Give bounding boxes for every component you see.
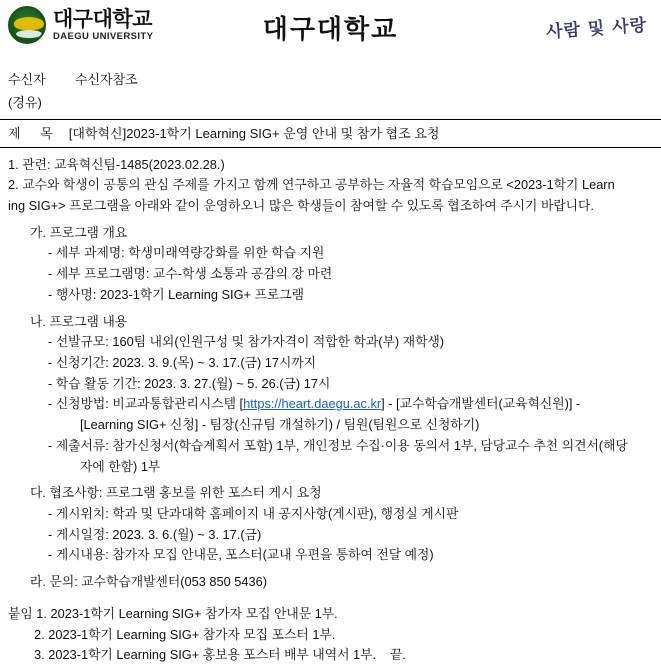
apply-method-suffix: ] - [교수학습개발센터(교육혁신원)] - — [381, 396, 580, 411]
section-b-item-5-cont: 자에 한함) 1부 — [8, 457, 653, 478]
recipient-label: 수신자 — [8, 72, 46, 87]
attachment-line-3 — [8, 645, 653, 666]
section-a-heading: 가. 프로그램 개요 — [8, 223, 653, 244]
via-row: (경유) — [8, 92, 653, 115]
attachment-line-3-text: 3. 2023-1학기 Learning SIG+ 홍보용 포스터 배부 내역서 1부. — [34, 647, 376, 662]
section-a-item-1: - 세부 과제명: 학생미래역량강화를 위한 학습 지원 — [8, 243, 653, 264]
logo-name-english: DAEGU UNIVERSITY — [53, 31, 153, 42]
document-header — [0, 0, 661, 55]
section-b-item-4-cont: [Learning SIG+ 신청] - 팀장(신규팀 개설하기) / 팀원(팀원으로 신청하기) — [8, 415, 653, 436]
body-line-intro-1: 2. 교수와 학생이 공통의 관심 주제를 가지고 함께 연구하고 공부하는 자율적 학습모임으로 <2023-1학기 Learn — [8, 175, 653, 196]
body-line-intro-2: ing SIG+> 프로그램을 아래와 같이 운영하오니 많은 학생들이 참여할 수 있도록 협조하여 주시기 바랍니다. — [8, 196, 653, 217]
attachment-line-2: 2. 2023-1학기 Learning SIG+ 참가자 모집 포스터 1부. — [8, 625, 653, 646]
section-c-item-3: - 게시내용: 참가자 모집 안내문, 포스터(교내 우편을 통하여 전달 예정) — [8, 545, 653, 566]
subject-value: [대학혁신]2023-1학기 Learning SIG+ 운영 안내 및 참가 협조 요청 — [69, 126, 440, 141]
section-b-item-5: - 제출서류: 참가신청서(학습계획서 포함) 1부, 개인정보 수집·이용 동의서 1부, 담당교수 추천 의견서(해당 — [8, 436, 653, 457]
slogan-calligraphy: 사람 및 사랑 — [545, 11, 647, 43]
apply-method-prefix: - 신청방법: 비교과통합관리시스템 [ — [48, 396, 243, 411]
document-meta — [0, 69, 661, 115]
section-b-item-2: - 신청기간: 2023. 3. 9.(목) ~ 3. 17.(금) 17시까지 — [8, 353, 653, 374]
spacer — [8, 593, 653, 604]
section-c-heading: 다. 협조사항: 프로그램 홍보를 위한 포스터 게시 요청 — [8, 483, 653, 504]
section-c-item-1: - 게시위치: 학과 및 단과대학 홈페이지 내 공지사항(게시판), 행정실 게시판 — [8, 504, 653, 525]
recipient-value: 수신자참조 — [75, 72, 138, 87]
section-b-item-4 — [8, 394, 653, 415]
section-a-item-3: - 행사명: 2023-1학기 Learning SIG+ 프로그램 — [8, 285, 653, 306]
recipient-row — [8, 69, 653, 92]
heart-system-link[interactable]: https://heart.daegu.ac.kr — [243, 396, 381, 411]
section-c-item-2: - 게시일정: 2023. 3. 6.(월) ~ 3. 17.(금) — [8, 525, 653, 546]
section-a-item-2: - 세부 프로그램명: 교수-학생 소통과 공감의 장 마련 — [8, 264, 653, 285]
document-end-mark: 끝. — [390, 647, 406, 662]
attachment-line-1: 붙임 1. 2023-1학기 Learning SIG+ 참가자 모집 안내문 1부. — [8, 604, 653, 625]
subject-row — [0, 119, 661, 148]
section-b-item-3: - 학습 활동 기간: 2023. 3. 27.(월) ~ 5. 26.(금) 17시 — [8, 374, 653, 395]
body-line-related: 1. 관련: 교육혁신팀-1485(2023.02.28.) — [8, 155, 653, 176]
logo-name-korean: 대구대학교 — [53, 8, 153, 30]
section-b-heading: 나. 프로그램 내용 — [8, 312, 653, 333]
page-title: 대구대학교 — [0, 9, 661, 46]
subject-label: 제 목 — [8, 126, 61, 141]
section-b-item-1: - 선발규모: 160팀 내외(인원구성 및 참가자격이 적합한 학과(부) 재학생) — [8, 332, 653, 353]
section-d-contact: 라. 문의: 교수학습개발센터(053 850 5436) — [8, 572, 653, 593]
document-body — [0, 148, 661, 666]
